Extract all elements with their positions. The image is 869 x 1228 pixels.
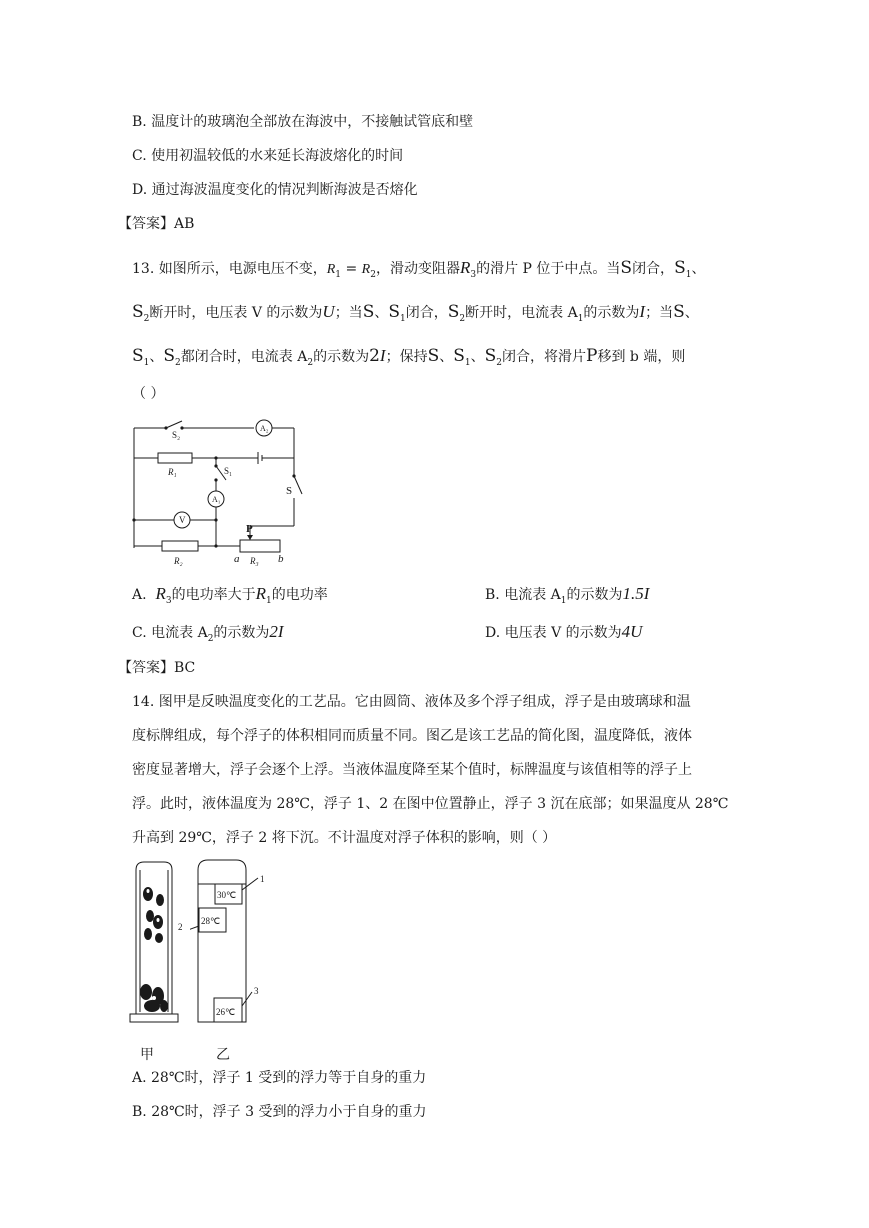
q14-line2: 度标牌组成，每个浮子的体积相同而质量不同。图乙是该工艺品的简化图，温度降低，液体 [132,728,692,744]
label-s1: S₁ [224,466,233,476]
q13-option-d: D. 电压表 V 的示数为4U [485,622,643,641]
q13-option-b: B. 电流表 $A_1$的示数为1.5I [485,584,650,606]
answer-13: 【答案】BC [118,660,196,676]
label-r3: R₃ [250,556,259,566]
q14-line4: 浮。此时，液体温度为 28℃，浮子 1、2 在图中位置静止，浮子 3 沉在底部；如果温度从 28℃ [132,796,729,812]
q13-line1: 13. 如图所示，电源电压不变，$R_1 = R_2$，滑动变阻器$R_3$的滑片 P 位于中点。当S闭合，$S_1$、 [132,258,706,280]
figure-yi-caption: 乙 [216,1047,230,1063]
float-1-label: 30℃ [217,890,237,900]
q14-option-a: A. 28℃时，浮子 1 受到的浮力等于自身的重力 [132,1070,427,1086]
q14-option-b: B. 28℃时，浮子 3 受到的浮力小于自身的重力 [132,1104,427,1120]
label-s: S [286,485,293,497]
label-r1: R₁ [168,467,177,477]
q13-line3: $S_1$、$S_2$都闭合时，电流表 $A_2$的示数为2I；保持S、$S_1$、$S_2$闭合，将滑片P移到 b 端，则 [132,346,686,368]
q13-option-c: C. 电流表 $A_2$的示数为2I [132,622,284,644]
option-c-prev: C. 使用初温较低的水来延长海波熔化的时间 [132,148,404,164]
label-a: a [234,553,240,565]
circuit-diagram [128,418,308,568]
figure-jia [128,858,188,1028]
option-b-prev: B. 温度计的玻璃泡全部放在海波中，不接触试管底和壁 [132,114,474,130]
figure-jia-caption: 甲 [140,1047,154,1063]
answer-12: 【答案】AB [118,216,195,232]
label-b: b [278,553,284,565]
figure-yi [190,858,280,1028]
num-3: 3 [254,986,259,996]
q14-line1: 14. 图甲是反映温度变化的工艺品。它由圆筒、液体及多个浮子组成，浮子是由玻璃球和温 [132,694,691,710]
label-s2: S₂ [172,430,181,440]
q14-line5: 升高到 29℃，浮子 2 将下沉。不计温度对浮子体积的影响，则（ ） [132,830,557,846]
label-v: V [179,515,186,525]
float-2-label: 28℃ [201,916,221,926]
label-r2: R₂ [174,556,183,566]
q13-line4: （ ） [132,386,165,402]
q14-line3: 密度显著增大，浮子会逐个上浮。当液体温度降至某个值时，标牌温度与该值相等的浮子上 [132,762,692,778]
q13-line2: $S_2$断开时，电压表 V 的示数为U；当S、$S_1$闭合，$S_2$断开时，电流表 $A_1$的示数为I；当S、 [132,302,699,324]
num-2: 2 [178,922,183,932]
label-a1: A₁ [212,495,221,504]
num-1: 1 [260,874,265,884]
label-a2: A₂ [260,424,269,433]
float-3-label: 26℃ [216,1007,236,1017]
q13-option-a: A. $R_3$的电功率大于$R_1$的电功率 [132,584,328,606]
label-p: P [246,523,253,535]
option-d-prev: D. 通过海波温度变化的情况判断海波是否熔化 [132,182,418,198]
